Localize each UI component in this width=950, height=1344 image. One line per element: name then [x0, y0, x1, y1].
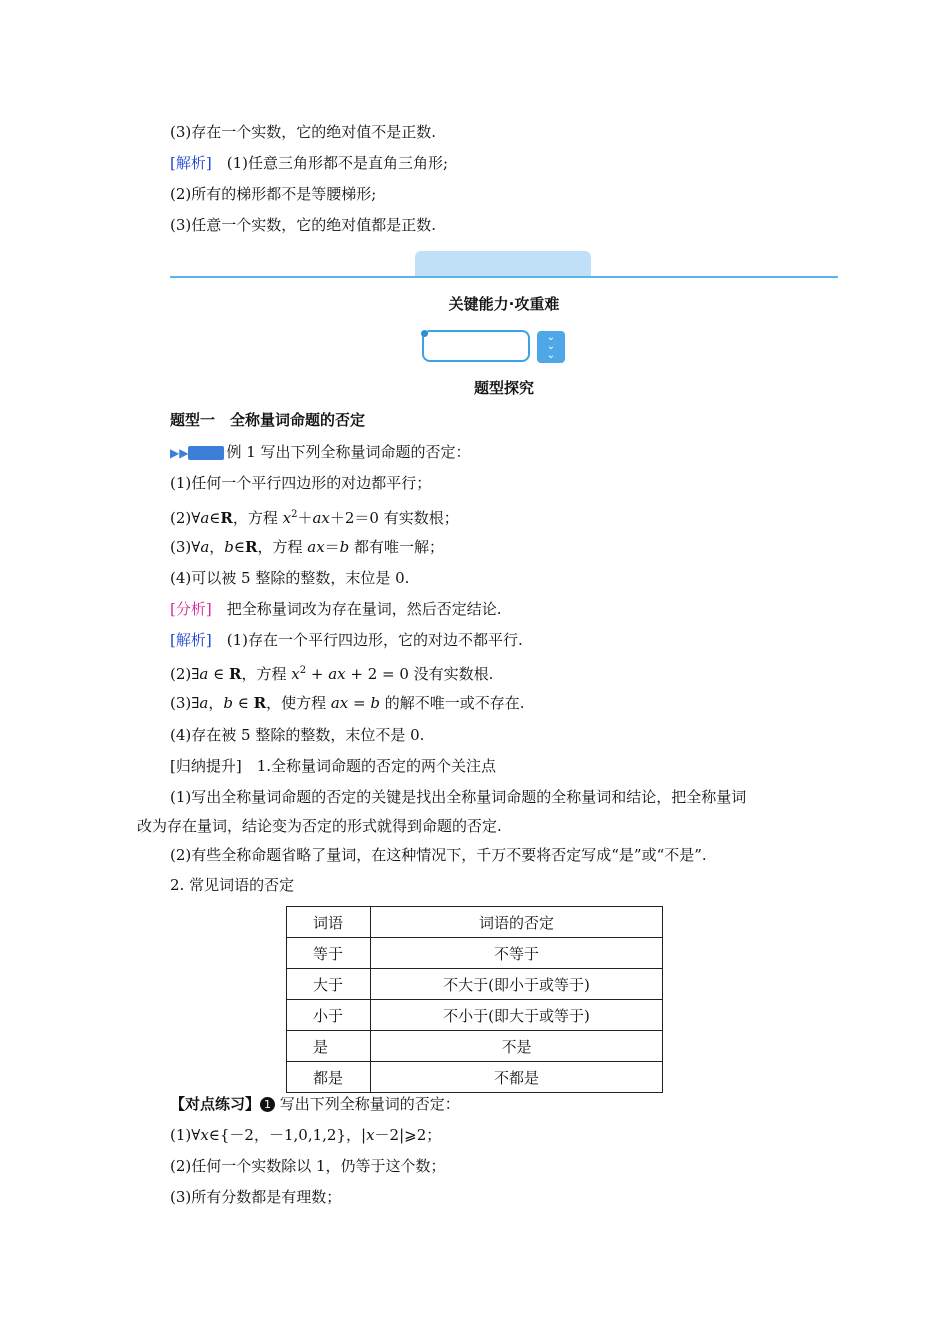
- exercise-line: (2)任何一个实数除以 1，仍等于这个数；: [170, 1157, 446, 1175]
- table-row: [287, 1062, 663, 1093]
- practice-line: [170, 1093, 460, 1115]
- analysis-text: 把全称量词改为存在量词，然后否定结论.: [211, 600, 502, 618]
- summary-tag: [归纳提升]: [170, 757, 242, 775]
- table-cell: 大于: [287, 969, 371, 1000]
- table-cell: 等于: [287, 938, 371, 969]
- table-row: [287, 1000, 663, 1031]
- table-cell: 小于: [287, 1000, 371, 1031]
- table-cell: 都是: [287, 1062, 371, 1093]
- table-header-row: [287, 907, 663, 938]
- chevrons-down-icon: ⌄ ⌄ ⌄: [537, 331, 565, 363]
- table-row: [287, 938, 663, 969]
- practice-text: 写出下列全称量词的否定：: [275, 1095, 460, 1113]
- section-subtitle: 题型探究: [473, 379, 534, 397]
- solution-line: [170, 629, 523, 651]
- solution-tag: [解析]: [170, 154, 212, 172]
- solution-line: (2)∃a ∈ R，方程 $x^2$ + ax + 2 = 0 没有实数根.: [170, 665, 494, 683]
- summary-text: 1.全称量词命题的否定的两个关注点: [241, 757, 497, 775]
- question-line: (1)任何一个平行四边形的对边都平行；: [170, 474, 432, 492]
- table-cell: 是: [287, 1031, 371, 1062]
- solution-text: (1)任意三角形都不是直角三角形;: [211, 154, 449, 172]
- solution-line: (3)∃a，b ∈ R，使方程 ax = b 的解不唯一或不存在.: [170, 694, 525, 712]
- frame-dot-icon: [421, 330, 428, 337]
- type-heading: 题型一 全称量词命题的否定: [170, 411, 366, 429]
- question-line: (4)可以被 5 整除的整数，末位是 0.: [170, 569, 410, 587]
- table-header-cell: 词语: [287, 907, 371, 938]
- practice-tag: 【对点练习】: [170, 1095, 261, 1113]
- question-line: (3)∀a，b∈R，方程 ax＝b 都有唯一解；: [170, 538, 445, 556]
- paragraph-line: 2. 常见词语的否定: [170, 876, 295, 894]
- solution-line: (4)存在被 5 整除的整数，末位不是 0.: [170, 726, 425, 744]
- table-cell: 不大于(即小于或等于): [371, 969, 663, 1000]
- table-cell: 不都是: [371, 1062, 663, 1093]
- question-line: (2)∀a∈R，方程 $x^2+ax+2=0$ 有实数根；: [170, 509, 459, 527]
- double-arrow-icon: ▶▶: [170, 446, 189, 460]
- text-line: (3)存在一个实数，它的绝对值不是正数.: [170, 123, 437, 141]
- table-row: [287, 1031, 663, 1062]
- analysis-line: [170, 598, 502, 620]
- exercise-line: (3)所有分数都是有理数；: [170, 1188, 342, 1206]
- paragraph-line: 改为存在量词，结论变为否定的形式就得到命题的否定.: [137, 817, 502, 835]
- paragraph-line: (1)写出全称量词命题的否定的关键是找出全称量词命题的全称量词和结论，把全称量词: [170, 788, 747, 806]
- decorative-frame: [422, 330, 530, 362]
- exercise-line: (1)∀x∈{－2，－1,0,1,2}，|x－2|⩾2；: [170, 1126, 442, 1144]
- table-cell: 不小于(即大于或等于): [371, 1000, 663, 1031]
- example-badge-icon: [188, 446, 224, 460]
- text-line: (3)任意一个实数，它的绝对值都是正数.: [170, 216, 437, 234]
- number-one-icon: 1: [260, 1097, 275, 1112]
- table-header-cell: 词语的否定: [371, 907, 663, 938]
- paragraph-line: (2)有些全称命题省略了量词，在这种情况下，千万不要将否定写成“是”或“不是”.: [170, 846, 707, 864]
- table-row: [287, 969, 663, 1000]
- solution-text: (1)存在一个平行四边形，它的对边不都平行.: [211, 631, 523, 649]
- section-divider: [170, 276, 838, 278]
- solution-tag: [解析]: [170, 631, 212, 649]
- negation-table: [286, 906, 663, 1093]
- section-title: 关键能力·攻重难: [448, 295, 560, 313]
- table-cell: 不等于: [371, 938, 663, 969]
- analysis-tag: [分析]: [170, 600, 212, 618]
- example-text: 例 1 写出下列全称量词命题的否定：: [226, 443, 471, 461]
- summary-line: [170, 755, 496, 777]
- example-line: [170, 441, 471, 464]
- solution-line: [170, 152, 448, 174]
- section-tab: [415, 251, 591, 276]
- text-line: (2)所有的梯形都不是等腰梯形;: [170, 185, 377, 203]
- table-cell: 不是: [371, 1031, 663, 1062]
